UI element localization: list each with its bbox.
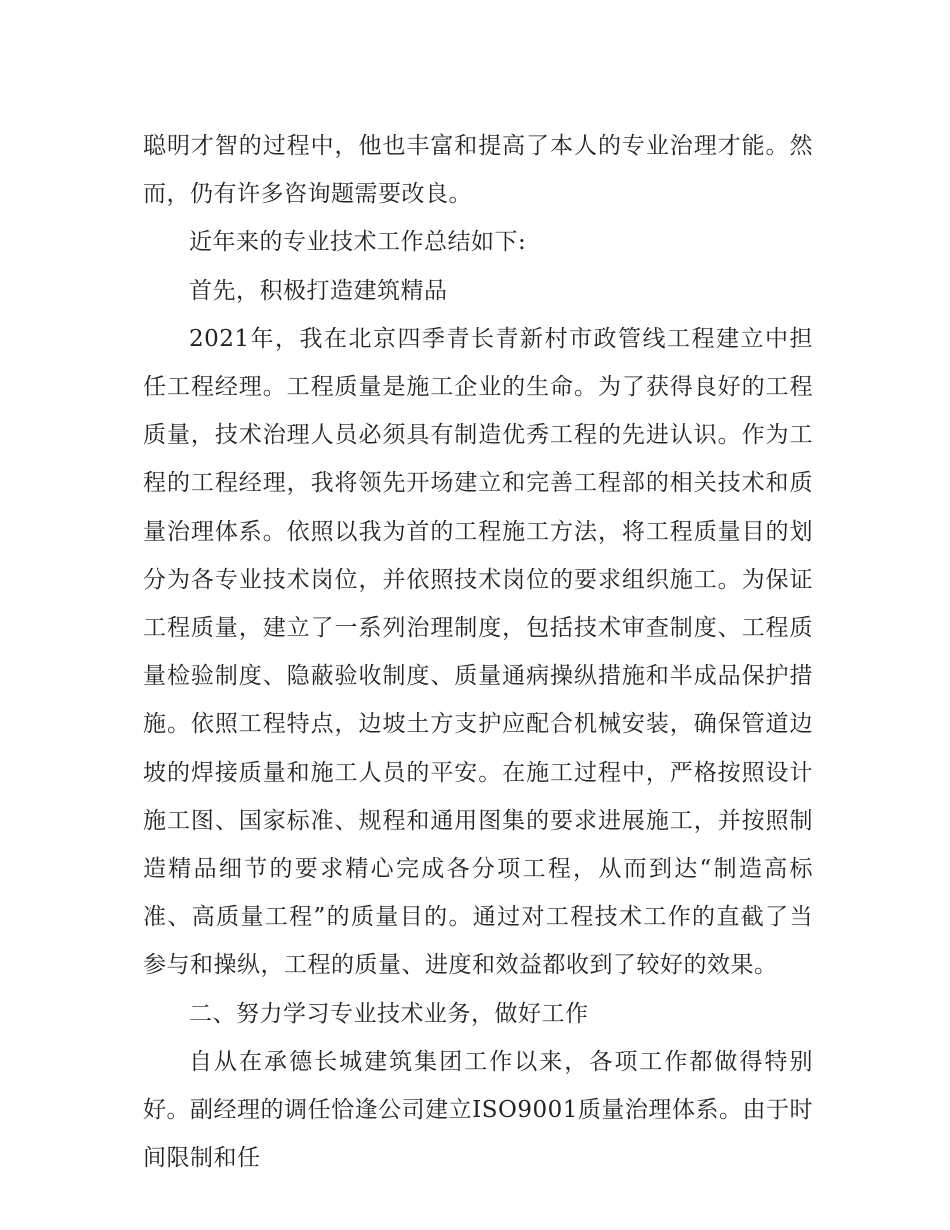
paragraph-continuation: 聪明才智的过程中，他也丰富和提高了本人的专业治理才能。然而，仍有许多咨询题需要改良。 bbox=[143, 133, 813, 208]
paragraph-chengde-work: 自从在承德长城建筑集团工作以来，各项工作都做得特别好。副经理的调任恰逢公司建立ISO9001质量治理体系。由于时间限制和任 bbox=[143, 1048, 813, 1172]
paragraph-heading-first: 首先，积极打造建筑精品 bbox=[189, 277, 448, 304]
paragraph-heading-second: 二、努力学习专业技术业务，做好工作 bbox=[189, 1000, 589, 1027]
paragraph-summary-intro: 近年来的专业技术工作总结如下: bbox=[189, 229, 527, 256]
paragraph-project-2021: 2021年，我在北京四季青长青新村市政管线工程建立中担任工程经理。工程质量是施工企业的生命。为了获得良好的工程质量，技术治理人员必须具有制造优秀工程的先进认识。作为工程的工程经理，我将领先开场建立和完善工程部的相关技术和质量治理体系。依照以我为首的工程施工方法，将工程质量目的划分为各专业技术岗位，并依照技术岗位的要求组织施工。为保证工程质量，建立了一系列治理制度，包括技术审查制度、工程质量检验制度、隐蔽验收制度、质量通病操纵措施和半成品保护措施。依照工程特点，边坡土方支护应配合机械安装，确保管道边坡的焊接质量和施工人员的平安。在施工过程中，严格按照设计施工图、国家标准、规程和通用图集的要求进展施工，并按照制造精品细节的要求精心完成各分项工程，从而到达“制造高标准、高质量工程”的质量目的。通过对工程技术工作的直截了当参与和操纵，工程的质量、进度和效益都收到了较好的效果。 bbox=[143, 325, 813, 979]
document-body bbox=[143, 122, 813, 1182]
